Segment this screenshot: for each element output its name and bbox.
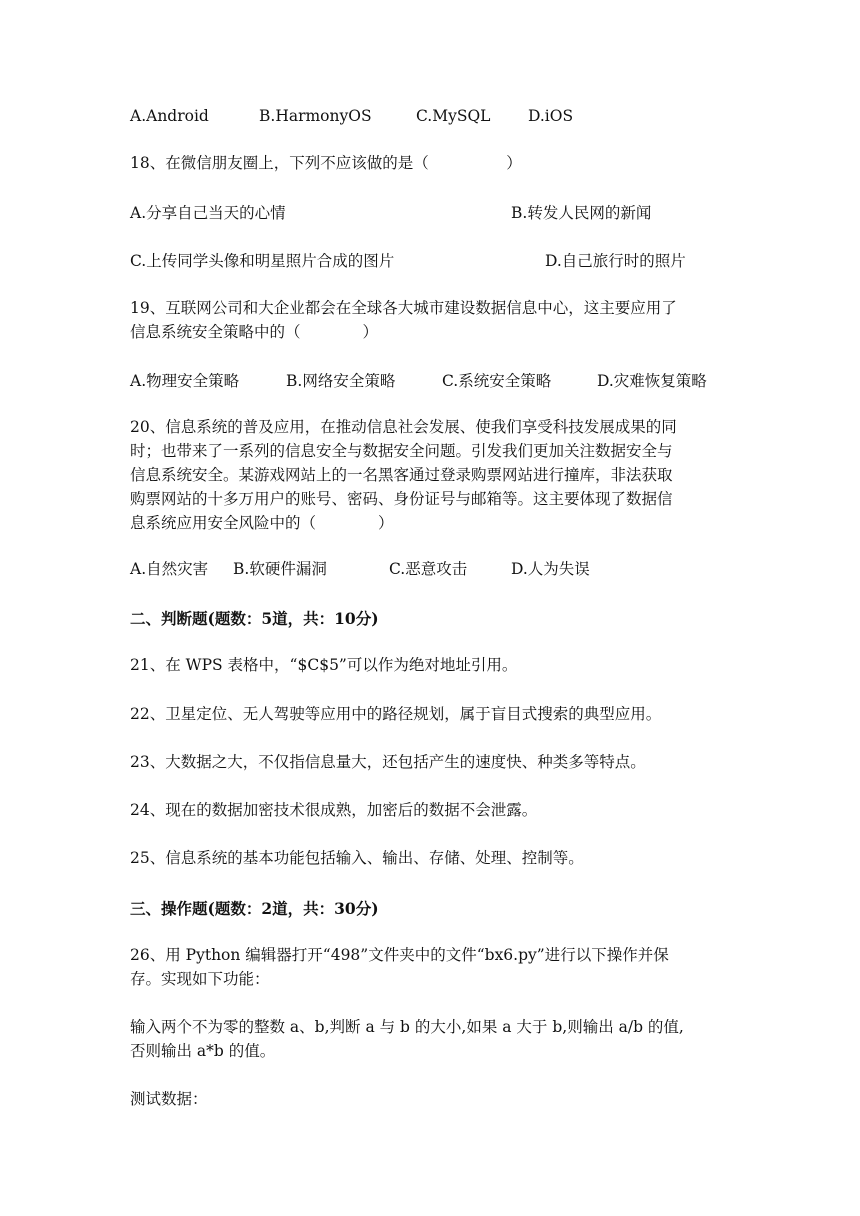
q19-option-b: B.网络安全策略 xyxy=(286,372,396,390)
q17-option-a: A.Android xyxy=(130,107,209,125)
q18-option-c: C.上传同学头像和明星照片合成的图片 xyxy=(130,252,395,270)
q19-stem-line-1: 19、互联网公司和大企业都会在全球各大城市建设数据信息中心，这主要应用了 xyxy=(130,299,677,317)
q20-stem-line-1: 20、信息系统的普及应用，在推动信息社会发展、使我们享受科技发展成果的同 xyxy=(130,418,677,436)
q18-option-b: B.转发人民网的新闻 xyxy=(511,204,652,222)
q20-stem-line-5: 息系统应用安全风险中的（ ） xyxy=(130,514,394,532)
q22-item: 22、卫星定位、无人驾驶等应用中的路径规划，属于盲目式搜索的典型应用。 xyxy=(130,705,662,723)
q19-stem-line-2: 信息系统安全策略中的（ ） xyxy=(130,323,379,341)
q26-line-1: 26、用 Python 编辑器打开“498”文件夹中的文件“bx6.py”进行以下操作并保 xyxy=(130,946,669,964)
q25-item: 25、信息系统的基本功能包括输入、输出、存储、处理、控制等。 xyxy=(130,849,584,867)
q23-item: 23、大数据之大，不仅指信息量大，还包括产生的速度快、种类多等特点。 xyxy=(130,753,646,771)
q19-option-d: D.灾难恢复策略 xyxy=(597,372,707,390)
q20-stem-line-2: 时；也带来了一系列的信息安全与数据安全问题。引发我们更加关注数据安全与 xyxy=(130,442,673,460)
q18-option-d: D.自己旅行时的照片 xyxy=(545,252,686,270)
section-2-heading: 二、判断题(题数：5道，共：10分) xyxy=(130,609,379,628)
q19-option-a: A.物理安全策略 xyxy=(130,372,240,390)
q20-option-a: A.自然灾害 xyxy=(130,560,209,578)
q20-option-b: B.软硬件漏洞 xyxy=(233,560,327,578)
q21-item: 21、在 WPS 表格中，“$C$5”可以作为绝对地址引用。 xyxy=(130,656,518,674)
q24-item: 24、现在的数据加密技术很成熟，加密后的数据不会泄露。 xyxy=(130,801,538,819)
section-3-heading: 三、操作题(题数：2道，共：30分) xyxy=(130,899,379,918)
q20-stem-line-3: 信息系统安全。某游戏网站上的一名黑客通过登录购票网站进行撞库，非法获取 xyxy=(130,466,673,484)
q18-stem: 18、在微信朋友圈上，下列不应该做的是（ ） xyxy=(130,154,522,172)
q20-option-d: D.人为失误 xyxy=(511,560,590,578)
q17-option-d: D.iOS xyxy=(528,107,574,125)
task-line-1: 输入两个不为零的整数 a、b,判断 a 与 b 的大小,如果 a 大于 b,则输出 a/b 的值, xyxy=(130,1018,684,1036)
q19-option-c: C.系统安全策略 xyxy=(442,372,552,390)
q17-option-b: B.HarmonyOS xyxy=(259,107,372,125)
test-data-label: 测试数据： xyxy=(130,1090,208,1108)
q20-option-c: C.恶意攻击 xyxy=(389,560,468,578)
q17-option-c: C.MySQL xyxy=(416,107,491,125)
q18-option-a: A.分享自己当天的心情 xyxy=(130,204,286,222)
task-line-2: 否则输出 a*b 的值。 xyxy=(130,1042,276,1060)
q26-line-2: 存。实现如下功能： xyxy=(130,970,270,988)
q20-stem-line-4: 购票网站的十多万用户的账号、密码、身份证号与邮箱等。这主要体现了数据信 xyxy=(130,490,673,508)
